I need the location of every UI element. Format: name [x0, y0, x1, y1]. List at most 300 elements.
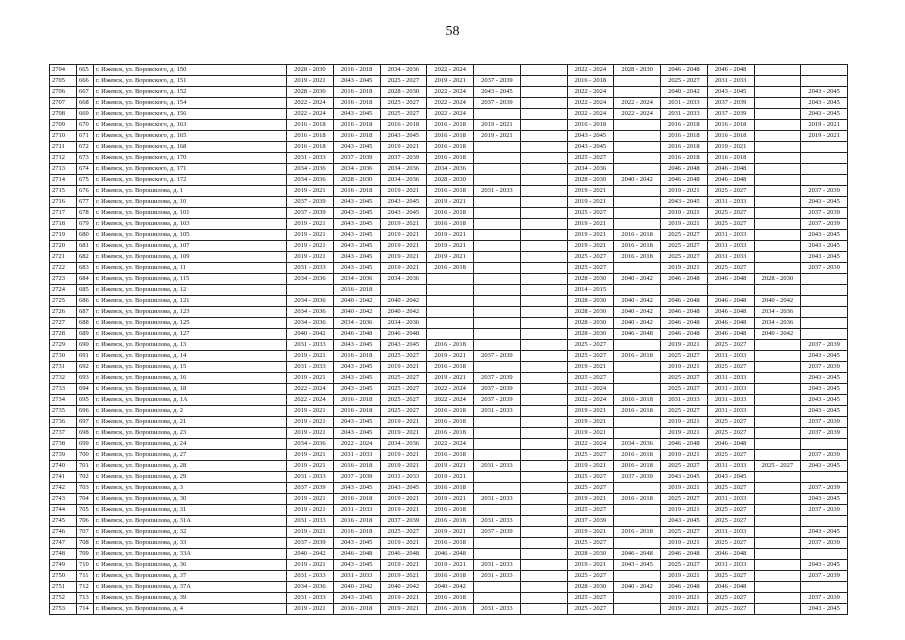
address-cell: г. Ижевск, ул. Ворошилова, д. 109	[94, 252, 287, 263]
period-cell: 2037 - 2039	[333, 472, 380, 483]
period-cell: 2031 - 2033	[287, 153, 334, 164]
row-number-cell: 2736	[50, 417, 77, 428]
period-cell	[754, 560, 801, 571]
period-cell	[520, 230, 567, 241]
period-cell: 2043 - 2045	[801, 351, 848, 362]
period-cell: 2025 - 2027	[707, 340, 754, 351]
item-number-cell: 671	[77, 131, 94, 142]
period-cell: 2037 - 2039	[287, 197, 334, 208]
period-cell: 2025 - 2027	[707, 208, 754, 219]
item-number-cell: 684	[77, 274, 94, 285]
address-cell: г. Ижевск, ул. Ворошилова, д. 103	[94, 219, 287, 230]
period-cell: 2034 - 2036	[287, 439, 334, 450]
period-cell	[801, 164, 848, 175]
period-cell	[474, 274, 521, 285]
period-cell	[520, 241, 567, 252]
period-cell: 2022 - 2024	[567, 87, 614, 98]
period-cell: 2031 - 2033	[707, 351, 754, 362]
period-cell: 2019 - 2021	[380, 241, 427, 252]
period-cell: 2037 - 2039	[380, 516, 427, 527]
table-row	[50, 274, 848, 285]
period-cell	[754, 472, 801, 483]
period-cell: 2040 - 2042	[427, 582, 474, 593]
period-cell: 2043 - 2045	[567, 142, 614, 153]
period-cell: 2037 - 2039	[474, 351, 521, 362]
period-cell	[520, 197, 567, 208]
table-row	[50, 307, 848, 318]
address-cell: г. Ижевск, ул. Ворошилова, д. 28	[94, 461, 287, 472]
period-cell: 2019 - 2021	[380, 186, 427, 197]
period-cell	[520, 329, 567, 340]
table-row	[50, 406, 848, 417]
period-cell: 2016 - 2018	[614, 395, 661, 406]
address-cell: г. Ижевск, ул. Воровского, д. 168	[94, 142, 287, 153]
period-cell: 2046 - 2048	[661, 329, 708, 340]
period-cell: 2022 - 2024	[287, 384, 334, 395]
period-cell: 2034 - 2036	[333, 318, 380, 329]
period-cell	[614, 417, 661, 428]
period-cell: 2019 - 2021	[661, 450, 708, 461]
address-cell: г. Ижевск, ул. Ворошилова, д. 121	[94, 296, 287, 307]
row-number-cell: 2731	[50, 362, 77, 373]
period-cell: 2034 - 2036	[287, 318, 334, 329]
period-cell: 2019 - 2021	[427, 461, 474, 472]
period-cell: 2016 - 2018	[427, 120, 474, 131]
period-cell: 2046 - 2048	[333, 329, 380, 340]
period-cell	[754, 340, 801, 351]
period-cell: 2043 - 2045	[380, 131, 427, 142]
period-cell	[754, 142, 801, 153]
address-cell: г. Ижевск, ул. Воровского, д. 150	[94, 65, 287, 76]
row-number-cell: 2746	[50, 527, 77, 538]
period-cell	[614, 164, 661, 175]
period-cell: 2031 - 2033	[707, 76, 754, 87]
period-cell: 2034 - 2036	[333, 164, 380, 175]
item-number-cell: 693	[77, 373, 94, 384]
period-cell	[520, 582, 567, 593]
period-cell: 2025 - 2027	[567, 208, 614, 219]
address-cell: г. Ижевск, ул. Ворошилова, д. 24	[94, 439, 287, 450]
period-cell	[801, 329, 848, 340]
period-cell: 2025 - 2027	[707, 219, 754, 230]
period-cell	[801, 274, 848, 285]
period-cell: 2037 - 2039	[801, 186, 848, 197]
address-cell: г. Ижевск, ул. Воровского, д. 171	[94, 164, 287, 175]
period-cell	[801, 582, 848, 593]
period-cell: 2034 - 2036	[427, 164, 474, 175]
schedule-table-body	[50, 65, 848, 615]
period-cell	[520, 593, 567, 604]
period-cell: 2016 - 2018	[427, 263, 474, 274]
period-cell	[614, 87, 661, 98]
period-cell	[474, 483, 521, 494]
period-cell: 2031 - 2033	[661, 109, 708, 120]
address-cell: г. Ижевск, ул. Воровского, д. 154	[94, 98, 287, 109]
period-cell: 2019 - 2021	[661, 208, 708, 219]
period-cell: 2019 - 2021	[474, 120, 521, 131]
period-cell: 2046 - 2048	[707, 329, 754, 340]
period-cell: 2046 - 2048	[707, 164, 754, 175]
period-cell: 2016 - 2018	[661, 120, 708, 131]
period-cell: 2028 - 2030	[333, 175, 380, 186]
period-cell	[661, 285, 708, 296]
period-cell	[754, 384, 801, 395]
row-number-cell: 2718	[50, 219, 77, 230]
period-cell	[754, 87, 801, 98]
row-number-cell: 2748	[50, 549, 77, 560]
period-cell: 2025 - 2027	[661, 351, 708, 362]
period-cell	[614, 186, 661, 197]
period-cell: 2016 - 2018	[427, 571, 474, 582]
period-cell: 2019 - 2021	[567, 219, 614, 230]
period-cell: 2019 - 2021	[707, 142, 754, 153]
period-cell: 2019 - 2021	[380, 142, 427, 153]
period-cell: 2034 - 2036	[287, 582, 334, 593]
schedule-table	[49, 64, 848, 615]
address-cell: г. Ижевск, ул. Ворошилова, д. 10	[94, 197, 287, 208]
address-cell: г. Ижевск, ул. Ворошилова, д. 18	[94, 384, 287, 395]
period-cell: 2025 - 2027	[380, 384, 427, 395]
period-cell	[801, 153, 848, 164]
period-cell	[520, 549, 567, 560]
period-cell: 2043 - 2045	[567, 131, 614, 142]
address-cell: г. Ижевск, ул. Ворошилова, д. 32	[94, 527, 287, 538]
item-number-cell: 678	[77, 208, 94, 219]
period-cell	[474, 549, 521, 560]
period-cell	[520, 109, 567, 120]
period-cell: 2019 - 2021	[380, 604, 427, 615]
period-cell: 2034 - 2036	[754, 307, 801, 318]
table-row	[50, 351, 848, 362]
period-cell	[801, 516, 848, 527]
period-cell	[520, 439, 567, 450]
row-number-cell: 2713	[50, 164, 77, 175]
period-cell: 2016 - 2018	[614, 461, 661, 472]
period-cell: 2016 - 2018	[333, 351, 380, 362]
period-cell: 2028 - 2030	[567, 175, 614, 186]
period-cell: 2019 - 2021	[380, 538, 427, 549]
period-cell: 2037 - 2039	[801, 505, 848, 516]
period-cell	[474, 164, 521, 175]
period-cell: 2019 - 2021	[661, 538, 708, 549]
period-cell: 2031 - 2033	[287, 516, 334, 527]
item-number-cell: 676	[77, 186, 94, 197]
period-cell: 2016 - 2018	[287, 131, 334, 142]
period-cell	[754, 362, 801, 373]
table-row	[50, 318, 848, 329]
period-cell	[520, 274, 567, 285]
row-number-cell: 2749	[50, 560, 77, 571]
period-cell	[474, 263, 521, 274]
period-cell: 2019 - 2021	[427, 373, 474, 384]
period-cell: 2025 - 2027	[661, 560, 708, 571]
period-cell: 2043 - 2045	[333, 560, 380, 571]
period-cell: 2019 - 2021	[567, 186, 614, 197]
period-cell: 2040 - 2042	[614, 274, 661, 285]
table-row	[50, 560, 848, 571]
period-cell: 2034 - 2036	[754, 318, 801, 329]
address-cell: г. Ижевск, ул. Ворошилова, д. 3	[94, 483, 287, 494]
row-number-cell: 2751	[50, 582, 77, 593]
period-cell: 2043 - 2045	[801, 241, 848, 252]
period-cell: 2043 - 2045	[333, 197, 380, 208]
period-cell: 2031 - 2033	[287, 362, 334, 373]
item-number-cell: 712	[77, 582, 94, 593]
period-cell: 2043 - 2045	[801, 109, 848, 120]
period-cell	[614, 505, 661, 516]
period-cell: 2043 - 2045	[333, 384, 380, 395]
period-cell: 2019 - 2021	[380, 362, 427, 373]
item-number-cell: 691	[77, 351, 94, 362]
period-cell: 2025 - 2027	[380, 406, 427, 417]
period-cell	[474, 65, 521, 76]
row-number-cell: 2720	[50, 241, 77, 252]
address-cell: г. Ижевск, ул. Ворошилова, д. 31	[94, 505, 287, 516]
item-number-cell: 680	[77, 230, 94, 241]
period-cell: 2043 - 2045	[801, 461, 848, 472]
period-cell	[614, 219, 661, 230]
period-cell: 2025 - 2027	[380, 351, 427, 362]
period-cell: 2040 - 2042	[380, 307, 427, 318]
period-cell	[520, 483, 567, 494]
period-cell: 2031 - 2033	[474, 406, 521, 417]
period-cell: 2046 - 2048	[661, 175, 708, 186]
period-cell: 2040 - 2042	[333, 307, 380, 318]
item-number-cell: 700	[77, 450, 94, 461]
row-number-cell: 2704	[50, 65, 77, 76]
period-cell: 2031 - 2033	[707, 560, 754, 571]
period-cell: 2046 - 2048	[661, 164, 708, 175]
period-cell	[520, 65, 567, 76]
period-cell: 2037 - 2039	[801, 538, 848, 549]
period-cell	[474, 450, 521, 461]
period-cell	[614, 120, 661, 131]
address-cell: г. Ижевск, ул. Ворошилова, д. 11	[94, 263, 287, 274]
item-number-cell: 687	[77, 307, 94, 318]
period-cell: 2031 - 2033	[474, 494, 521, 505]
period-cell: 2025 - 2027	[567, 483, 614, 494]
period-cell: 2046 - 2048	[614, 549, 661, 560]
period-cell: 2031 - 2033	[707, 406, 754, 417]
period-cell: 2016 - 2018	[333, 98, 380, 109]
period-cell	[614, 142, 661, 153]
period-cell: 2019 - 2021	[661, 340, 708, 351]
period-cell	[474, 109, 521, 120]
table-row	[50, 263, 848, 274]
period-cell: 2019 - 2021	[380, 505, 427, 516]
period-cell: 2025 - 2027	[661, 384, 708, 395]
row-number-cell: 2738	[50, 439, 77, 450]
item-number-cell: 689	[77, 329, 94, 340]
table-row	[50, 417, 848, 428]
period-cell	[520, 263, 567, 274]
period-cell	[474, 439, 521, 450]
period-cell: 2043 - 2045	[333, 362, 380, 373]
address-cell: г. Ижевск, ул. Ворошилова, д. 123	[94, 307, 287, 318]
period-cell: 2043 - 2045	[380, 197, 427, 208]
period-cell: 2031 - 2033	[474, 604, 521, 615]
period-cell: 2040 - 2042	[614, 582, 661, 593]
period-cell: 2037 - 2039	[474, 395, 521, 406]
period-cell: 2016 - 2018	[427, 604, 474, 615]
period-cell	[474, 153, 521, 164]
address-cell: г. Ижевск, ул. Воровского, д. 152	[94, 87, 287, 98]
period-cell: 2031 - 2033	[287, 472, 334, 483]
period-cell: 2040 - 2042	[614, 307, 661, 318]
period-cell: 2019 - 2021	[287, 560, 334, 571]
period-cell: 2019 - 2021	[287, 461, 334, 472]
period-cell: 2040 - 2042	[333, 582, 380, 593]
item-number-cell: 675	[77, 175, 94, 186]
period-cell: 2046 - 2048	[380, 549, 427, 560]
period-cell: 2043 - 2045	[661, 472, 708, 483]
period-cell: 2025 - 2027	[567, 571, 614, 582]
period-cell: 2025 - 2027	[380, 109, 427, 120]
period-cell	[801, 285, 848, 296]
period-cell: 2016 - 2018	[427, 406, 474, 417]
period-cell: 2043 - 2045	[801, 197, 848, 208]
period-cell	[520, 373, 567, 384]
period-cell: 2016 - 2018	[427, 516, 474, 527]
table-row	[50, 472, 848, 483]
period-cell: 2046 - 2048	[661, 582, 708, 593]
period-cell: 2034 - 2036	[380, 175, 427, 186]
item-number-cell: 708	[77, 538, 94, 549]
period-cell	[474, 329, 521, 340]
table-row	[50, 395, 848, 406]
row-number-cell: 2723	[50, 274, 77, 285]
period-cell: 2025 - 2027	[567, 593, 614, 604]
period-cell: 2046 - 2048	[707, 175, 754, 186]
period-cell: 2043 - 2045	[333, 593, 380, 604]
period-cell: 2037 - 2039	[801, 483, 848, 494]
period-cell: 2046 - 2048	[707, 582, 754, 593]
period-cell	[754, 351, 801, 362]
period-cell: 2043 - 2045	[801, 373, 848, 384]
period-cell: 2043 - 2045	[333, 373, 380, 384]
period-cell	[801, 142, 848, 153]
period-cell: 2034 - 2036	[380, 439, 427, 450]
period-cell: 2016 - 2018	[287, 142, 334, 153]
period-cell: 2016 - 2018	[614, 406, 661, 417]
period-cell	[520, 76, 567, 87]
period-cell	[754, 230, 801, 241]
period-cell: 2019 - 2021	[427, 560, 474, 571]
item-number-cell: 666	[77, 76, 94, 87]
period-cell: 2025 - 2027	[661, 230, 708, 241]
period-cell: 2037 - 2039	[801, 571, 848, 582]
period-cell	[474, 230, 521, 241]
period-cell	[520, 527, 567, 538]
period-cell: 2037 - 2039	[567, 516, 614, 527]
row-number-cell: 2744	[50, 505, 77, 516]
period-cell: 2025 - 2027	[707, 604, 754, 615]
period-cell: 2031 - 2033	[707, 241, 754, 252]
period-cell: 2019 - 2021	[567, 417, 614, 428]
period-cell: 2031 - 2033	[333, 571, 380, 582]
period-cell: 2019 - 2021	[661, 362, 708, 373]
period-cell: 2031 - 2033	[474, 560, 521, 571]
table-row	[50, 571, 848, 582]
period-cell: 2016 - 2018	[427, 131, 474, 142]
period-cell: 2043 - 2045	[801, 87, 848, 98]
period-cell	[474, 197, 521, 208]
period-cell	[427, 307, 474, 318]
table-row	[50, 65, 848, 76]
period-cell: 2016 - 2018	[333, 516, 380, 527]
address-cell: г. Ижевск, ул. Воровского, д. 151	[94, 76, 287, 87]
address-cell: г. Ижевск, ул. Ворошилова, д. 37А	[94, 582, 287, 593]
table-row	[50, 494, 848, 505]
period-cell	[754, 582, 801, 593]
period-cell: 2043 - 2045	[801, 406, 848, 417]
period-cell	[614, 428, 661, 439]
table-row	[50, 208, 848, 219]
period-cell: 2025 - 2027	[661, 241, 708, 252]
period-cell: 2025 - 2027	[567, 153, 614, 164]
period-cell: 2025 - 2027	[567, 351, 614, 362]
period-cell: 2028 - 2030	[380, 87, 427, 98]
row-number-cell: 2745	[50, 516, 77, 527]
period-cell	[754, 527, 801, 538]
table-row	[50, 329, 848, 340]
address-cell: г. Ижевск, ул. Ворошилова, д. 23	[94, 428, 287, 439]
item-number-cell: 686	[77, 296, 94, 307]
period-cell	[754, 593, 801, 604]
period-cell	[754, 197, 801, 208]
row-number-cell: 2726	[50, 307, 77, 318]
period-cell: 2028 - 2030	[427, 175, 474, 186]
period-cell	[520, 560, 567, 571]
period-cell	[520, 461, 567, 472]
row-number-cell: 2710	[50, 131, 77, 142]
period-cell: 2019 - 2021	[427, 351, 474, 362]
period-cell: 2046 - 2048	[661, 65, 708, 76]
period-cell: 2031 - 2033	[287, 593, 334, 604]
period-cell: 2043 - 2045	[801, 395, 848, 406]
period-cell: 2019 - 2021	[287, 186, 334, 197]
period-cell: 2016 - 2018	[333, 604, 380, 615]
period-cell: 2019 - 2021	[427, 494, 474, 505]
period-cell: 2031 - 2033	[287, 263, 334, 274]
address-cell: г. Ижевск, ул. Ворошилова, д. 12	[94, 285, 287, 296]
item-number-cell: 677	[77, 197, 94, 208]
period-cell: 2019 - 2021	[567, 494, 614, 505]
period-cell: 2031 - 2033	[287, 571, 334, 582]
period-cell: 2019 - 2021	[474, 131, 521, 142]
period-cell: 2019 - 2021	[567, 241, 614, 252]
period-cell: 2016 - 2018	[427, 538, 474, 549]
row-number-cell: 2732	[50, 373, 77, 384]
item-number-cell: 670	[77, 120, 94, 131]
address-cell: г. Ижевск, ул. Ворошилова, д. 1	[94, 186, 287, 197]
period-cell	[801, 549, 848, 560]
table-row	[50, 219, 848, 230]
period-cell: 2025 - 2027	[567, 450, 614, 461]
period-cell	[614, 604, 661, 615]
period-cell: 2046 - 2048	[614, 329, 661, 340]
period-cell	[614, 362, 661, 373]
address-cell: г. Ижевск, ул. Ворошилова, д. 27	[94, 450, 287, 461]
period-cell: 2025 - 2027	[707, 571, 754, 582]
period-cell	[754, 263, 801, 274]
period-cell	[474, 582, 521, 593]
period-cell: 2016 - 2018	[427, 153, 474, 164]
item-number-cell: 681	[77, 241, 94, 252]
table-row	[50, 285, 848, 296]
row-number-cell: 2712	[50, 153, 77, 164]
item-number-cell: 669	[77, 109, 94, 120]
